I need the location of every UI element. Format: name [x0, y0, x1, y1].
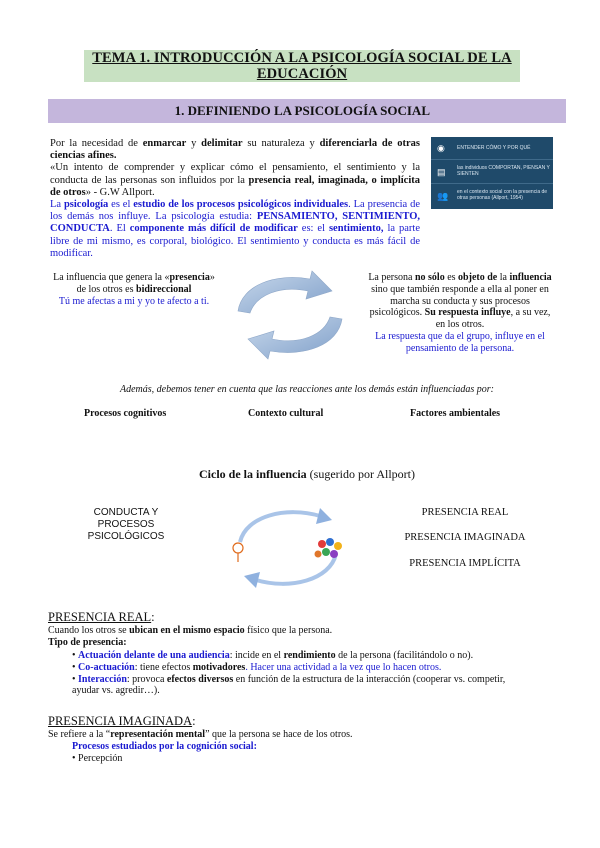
section-header: [48, 99, 566, 123]
group-people-icon: [315, 538, 343, 558]
influence-right-text: La persona no sólo es objeto de la influencia sino que también responde a ella al poner en marcha su conducta y sus procesos psicológicos. Su respuesta influye, a su vez, en los otros. La respuesta que da el grupo, influye en el pensamiento de la persona.: [368, 272, 552, 354]
real-presence-body: Cuando los otros se ubican en el mismo espacio físico que la persona. Tipo de presencia:: [48, 625, 333, 648]
cycle-left-label: CONDUCTA Y PROCESOS PSICOLÓGICOS: [87, 507, 165, 542]
cycle-arc-bottom-icon: [256, 554, 336, 584]
intro-text: [50, 138, 420, 260]
cycle-arc-top-icon: [240, 512, 320, 542]
intro-paragraph-1: Por la necesidad de enmarcar y delimitar su naturaleza y diferenciarla de otras ciencias afines.: [50, 138, 420, 162]
cycle-arrow-top-icon: [238, 271, 332, 313]
list-item: • Actuación delante de una audiencia: incide en el rendimiento de la persona (facilitándolo o no).: [72, 650, 474, 661]
influence-cycle-diagram: [226, 502, 350, 592]
definition-panel: [431, 137, 553, 209]
factor-cultural: Contexto cultural: [248, 408, 324, 419]
influence-note: Además, debemos tener en cuenta que las reacciones ante los demás están influenciadas por:: [120, 384, 494, 395]
intro-paragraph-3: La psicología es el estudio de los procesos psicológicos individuales. La presencia de los demás nos influye. La psicología estudia: PENSAMIENTO, SENTIMIENTO, CONDUCTA. El componente más difícil de modificar es: el sentimiento, la parte libre de mi mismo, es corporal, biológico. El sentimiento y conducta es más fácil de modificar.: [50, 199, 420, 259]
intro-paragraph-2: «Un intento de comprender y explicar cómo el pensamiento, el sentimiento y la conducta de las personas son influidos por la presencia real, imaginada, o implícita de otros» - G.W Allport.: [50, 162, 420, 198]
section-heading: 1. DEFINIENDO LA PSICOLOGÍA SOCIAL: [174, 103, 430, 118]
panel-row-1: ◉ ENTENDER CÓMO Y POR QUÉ: [431, 137, 553, 160]
page-title: [84, 50, 520, 82]
factor-cognitive: Procesos cognitivos: [84, 408, 167, 419]
person-icon: [233, 543, 243, 553]
real-presence-heading: PRESENCIA REAL:: [48, 610, 155, 624]
list-item: • Interacción: provoca efectos diversos en función de la estructura de la interacción (cooperar vs. competir, ayudar vs. agredir…).: [72, 673, 506, 697]
cycle-arrowhead-bottom-icon: [244, 572, 260, 588]
factor-environmental: Factores ambientales: [410, 408, 501, 419]
brain-icon: ◉: [437, 143, 445, 153]
title-line-2: EDUCACIÓN: [256, 66, 348, 82]
cycle-arrowhead-top-icon: [316, 508, 332, 524]
list-item: • Co-actuación: tiene efectos motivadores. Hacer una actividad a la vez que lo hacen otros.: [72, 661, 442, 673]
bidirectional-cycle-diagram: [220, 265, 360, 365]
panel-row-2: ▤ las individuos COMPORTAN, PIENSAN Y SIENTEN: [431, 161, 553, 184]
imagined-presence-processes: Procesos estudiados por la cognición social: • Percepción: [72, 741, 532, 765]
presence-implicit-label: PRESENCIA IMPLÍCITA: [409, 558, 521, 569]
influence-left-text: La influencia que genera la «presencia» de los otros es bidireccional Tú me afectas a mi y yo te afecto a ti.: [53, 272, 215, 307]
imagined-presence-body: Se refiere a la “representación mental” que la persona se hace de los otros.: [48, 729, 353, 740]
cycle-arrow-bottom-icon: [248, 317, 342, 359]
presence-imagined-label: PRESENCIA IMAGINADA: [404, 532, 526, 543]
real-presence-types: [72, 650, 532, 697]
title-line-1: TEMA 1. INTRODUCCIÓN A LA PSICOLOGÍA SOCIAL DE LA: [92, 50, 512, 66]
presence-real-label: PRESENCIA REAL: [421, 507, 509, 518]
cycle-title: Ciclo de la influencia (sugerido por Allport): [199, 467, 415, 481]
list-item: • Percepción: [72, 752, 123, 764]
thought-icon: ▤: [437, 167, 446, 177]
imagined-presence-heading: PRESENCIA IMAGINADA:: [48, 714, 196, 728]
panel-row-3: 👥 en el contexto social con la presencia de otras personas (Allport, 1954): [437, 189, 548, 201]
people-icon: 👥: [437, 191, 449, 201]
